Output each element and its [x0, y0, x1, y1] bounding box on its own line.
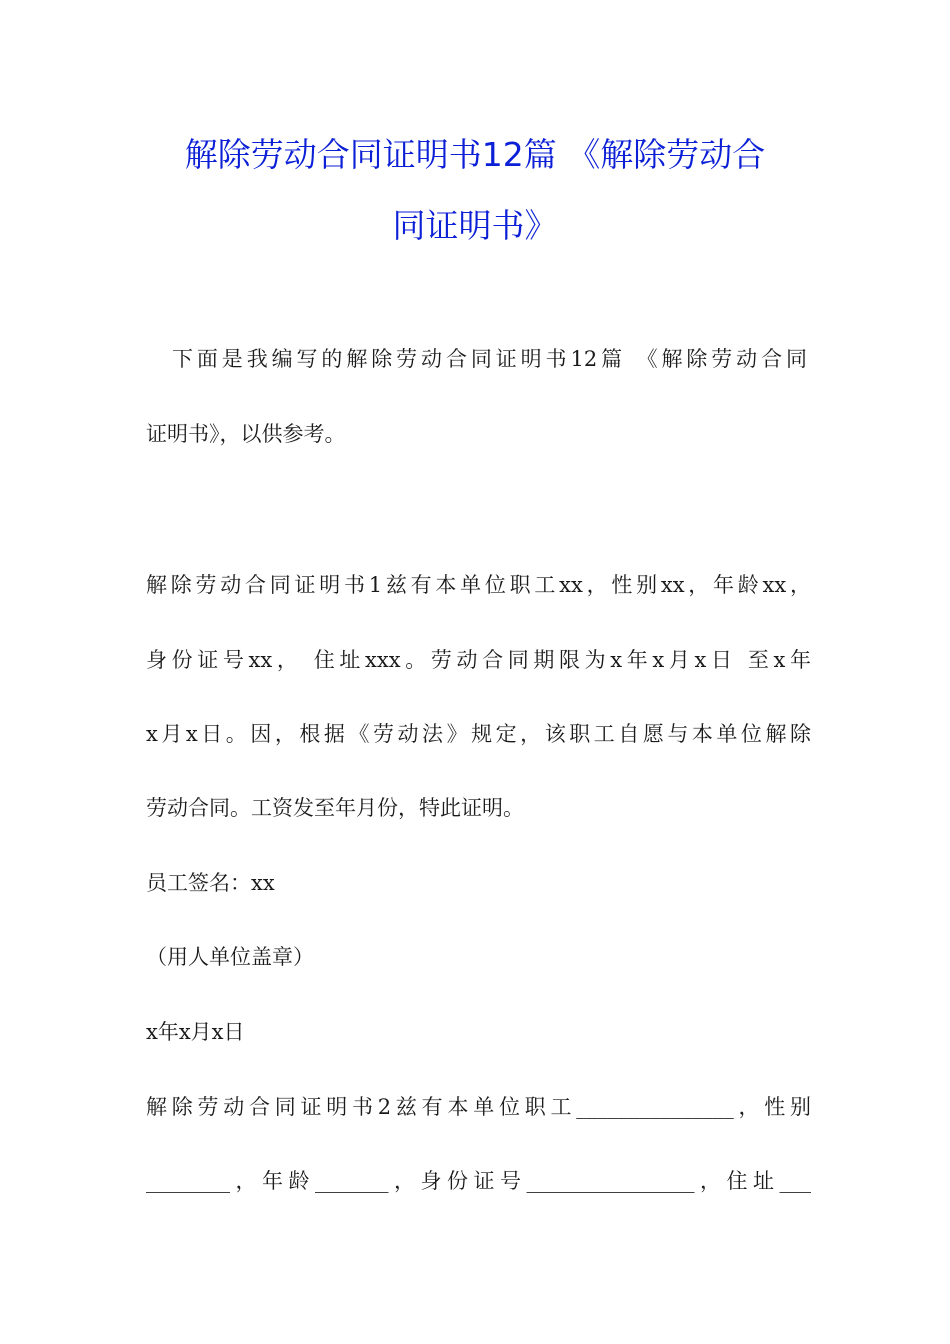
company-seal-note: （用人单位盖章） [146, 945, 314, 969]
intro-line-1: 下面是我编写的解除劳动合同证明书12篇 《解除劳动合同 [172, 347, 807, 371]
signing-date: x年x月x日 [146, 1020, 245, 1044]
article-2-line-2: ________，年龄_______，身份证号________________，住址___ [146, 1169, 811, 1193]
employee-signature: 员工签名：xx [146, 871, 275, 895]
document-title-line-2: 同证明书》 [392, 206, 558, 245]
article-1-line-2: 身份证号xx， 住址xxx。劳动合同期限为x年x月x日 至x年 [146, 648, 811, 672]
article-1-line-3: x月x日。因，根据《劳动法》规定，该职工自愿与本单位解除 [146, 722, 811, 746]
article-2-line-1: 解除劳动合同证明书2兹有本单位职工_______________，性别 [146, 1095, 811, 1119]
article-1-line-1: 解除劳动合同证明书1兹有本单位职工xx，性别xx，年龄xx， [146, 573, 811, 597]
intro-line-2: 证明书》，以供参考。 [146, 422, 346, 446]
article-1-line-4: 劳动合同。工资发至年月份，特此证明。 [146, 796, 524, 820]
document-title-line-1: 解除劳动合同证明书12篇 《解除劳动合 [184, 135, 766, 174]
